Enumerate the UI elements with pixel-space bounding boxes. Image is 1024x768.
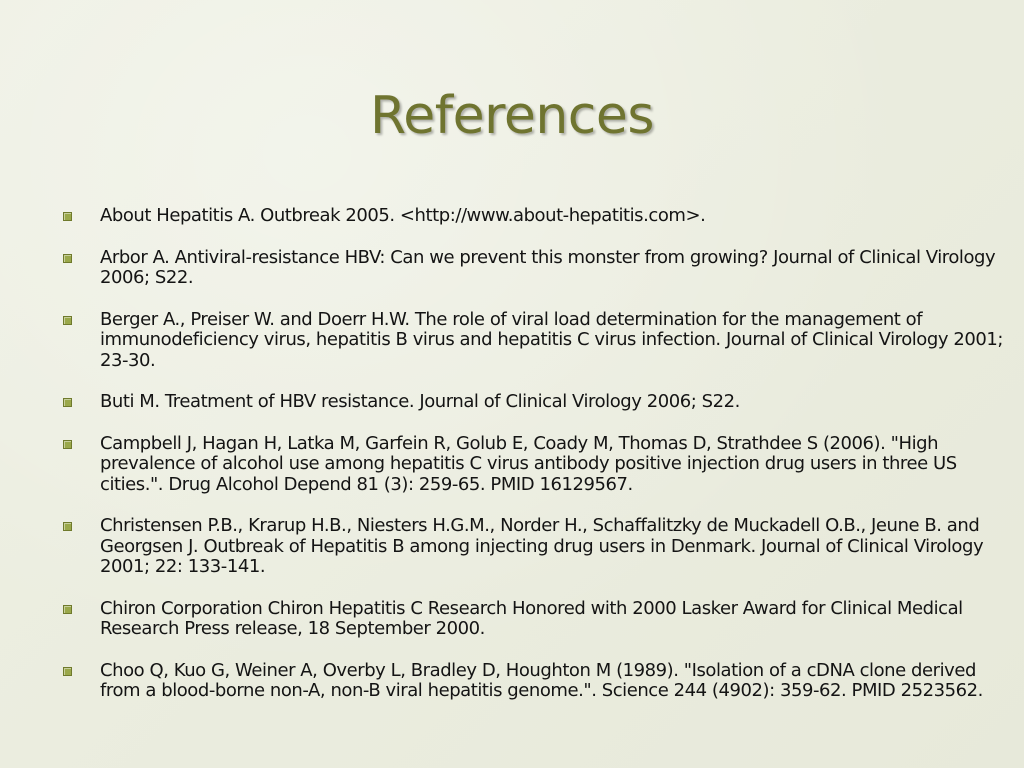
square-bullet-icon <box>63 605 72 614</box>
reference-item <box>0 434 1024 496</box>
reference-text: Choo Q, Kuo G, Weiner A, Overby L, Bradley D, Houghton M (1989). "Isolation of a cDNA clone derived from a blood-borne non-A, non-B viral hepatitis genome.". Science 244 (4902): 359-62. PMID 2523562. <box>100 659 983 701</box>
reference-item <box>0 516 1024 578</box>
slide-title: References <box>370 86 654 146</box>
reference-text: Arbor A. Antiviral-resistance HBV: Can we prevent this monster from growing? Journal of Clinical Virology 2006; S22. <box>100 246 996 288</box>
reference-item <box>0 661 1024 702</box>
square-bullet-icon <box>63 522 72 531</box>
reference-text: Berger A., Preiser W. and Doerr H.W. The role of viral load determination for the management of immunodeficiency virus, hepatitis B virus and hepatitis C virus infection. Journal of Clinical Virology 2001; 23-30. <box>100 308 1003 371</box>
square-bullet-icon <box>63 212 72 221</box>
reference-text: Christensen P.B., Krarup H.B., Niesters H.G.M., Norder H., Schaffalitzky de Muckadell O.B., Jeune B. and Georgsen J. Outbreak of Hepatitis B among injecting drug users in Denmark. Journal of Clinical Virology 2001; 22: 133-141. <box>100 515 984 577</box>
reference-text: Chiron Corporation Chiron Hepatitis C Research Honored with 2000 Lasker Award for Clinical Medical Research Press release, 18 September 2000. <box>100 597 963 639</box>
reference-text: Campbell J, Hagan H, Latka M, Garfein R, Golub E, Coady M, Thomas D, Strathdee S (2006). "High prevalence of alcohol use among hepatitis C virus antibody positive injection drug users in three US cities.". Drug Alcohol Depend 81 (3): 259-65. PMID 16129567. <box>100 432 957 495</box>
reference-list <box>0 206 1024 723</box>
reference-text: About Hepatitis A. Outbreak 2005. <http://www.about-hepatitis.com>. <box>100 205 706 226</box>
square-bullet-icon <box>63 398 72 407</box>
square-bullet-icon <box>63 316 72 325</box>
square-bullet-icon <box>63 440 72 449</box>
reference-text: Buti M. Treatment of HBV resistance. Journal of Clinical Virology 2006; S22. <box>100 391 740 412</box>
square-bullet-icon <box>63 667 72 676</box>
reference-item <box>0 599 1024 640</box>
square-bullet-icon <box>63 254 72 263</box>
reference-item <box>0 248 1024 289</box>
reference-item <box>0 310 1024 372</box>
reference-item <box>0 206 1024 227</box>
reference-item <box>0 392 1024 413</box>
